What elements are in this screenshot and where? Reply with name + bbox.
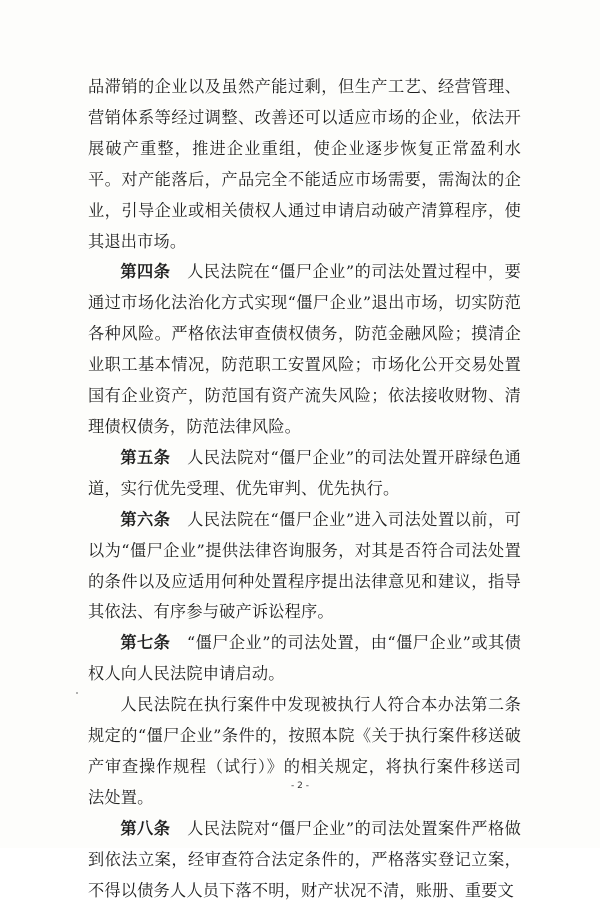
paragraph-text: 人民法院在“僵尸企业”的司法处置过程中，要通过市场化法治化方式实现“僵尸企业”退出市场，切实防范各种风险。严格依法审查债权债务，防范金融风险；摸清企业职工基本情况，防范职工安置风险；市场化公开交易处置国有企业资产，防范国有资产流失风险；依法接收财物、清理债权债务，防范法律风险。 [88,262,521,436]
paragraph-text: 品滞销的企业以及虽然产能过剩，但生产工艺、经营管理、营销体系等经过调整、改善还可以适应市场的企业，依法开展破产重整，推进企业重组，使企业逐步恢复正常盈利水平。对产能落后，产品完全不能适应市场需要，需淘汰的企业，引导企业或相关债权人通过申请启动破产清算程序，使其退出市场。 [88,77,521,251]
paragraph-text: 人民法院在执行案件中发现被执行人符合本办法第二条规定的“僵尸企业”条件的，按照本院《关于执行案件移送破产审查操作规程（试行）》的相关规定，将执行案件移送司法处置。 [88,695,521,807]
article-5 [88,443,521,505]
article-7-paragraph-2 [88,690,521,814]
page-number: - 2 - [291,781,309,791]
article-heading: 第六条 [120,509,171,529]
paragraph-text: 人民法院在“僵尸企业”进入司法处置以前，可以为“僵尸企业”提供法律咨询服务，对其是否符合司法处置的条件以及应适用何种处置程序提出法律意见和建议，指导其依法、有序参与破产诉讼程序。 [88,509,521,622]
paragraph-text: 人民法院对“僵尸企业”的司法处置开辟绿色通道，实行优先受理、优先审判、优先执行。 [88,447,521,498]
article-7 [88,628,521,690]
article-heading: 第四条 [120,262,171,282]
paragraph-text: “僵尸企业”的司法处置，由“僵尸企业”或其债权人向人民法院申请启动。 [88,633,521,684]
article-heading: 第五条 [120,447,171,467]
article-8 [88,814,521,906]
paragraph-text: 人民法院对“僵尸企业”的司法处置案件严格做到依法立案，经审查符合法定条件的，严格落实登记立案，不得以债务人人员下落不明，财产状况不清，账册、重要文 [88,818,521,900]
scan-speck [76,692,78,694]
paragraph-continuation [88,72,521,257]
article-6 [88,505,521,629]
article-4 [88,257,521,442]
article-heading: 第七条 [120,633,171,653]
article-heading: 第八条 [120,818,171,838]
